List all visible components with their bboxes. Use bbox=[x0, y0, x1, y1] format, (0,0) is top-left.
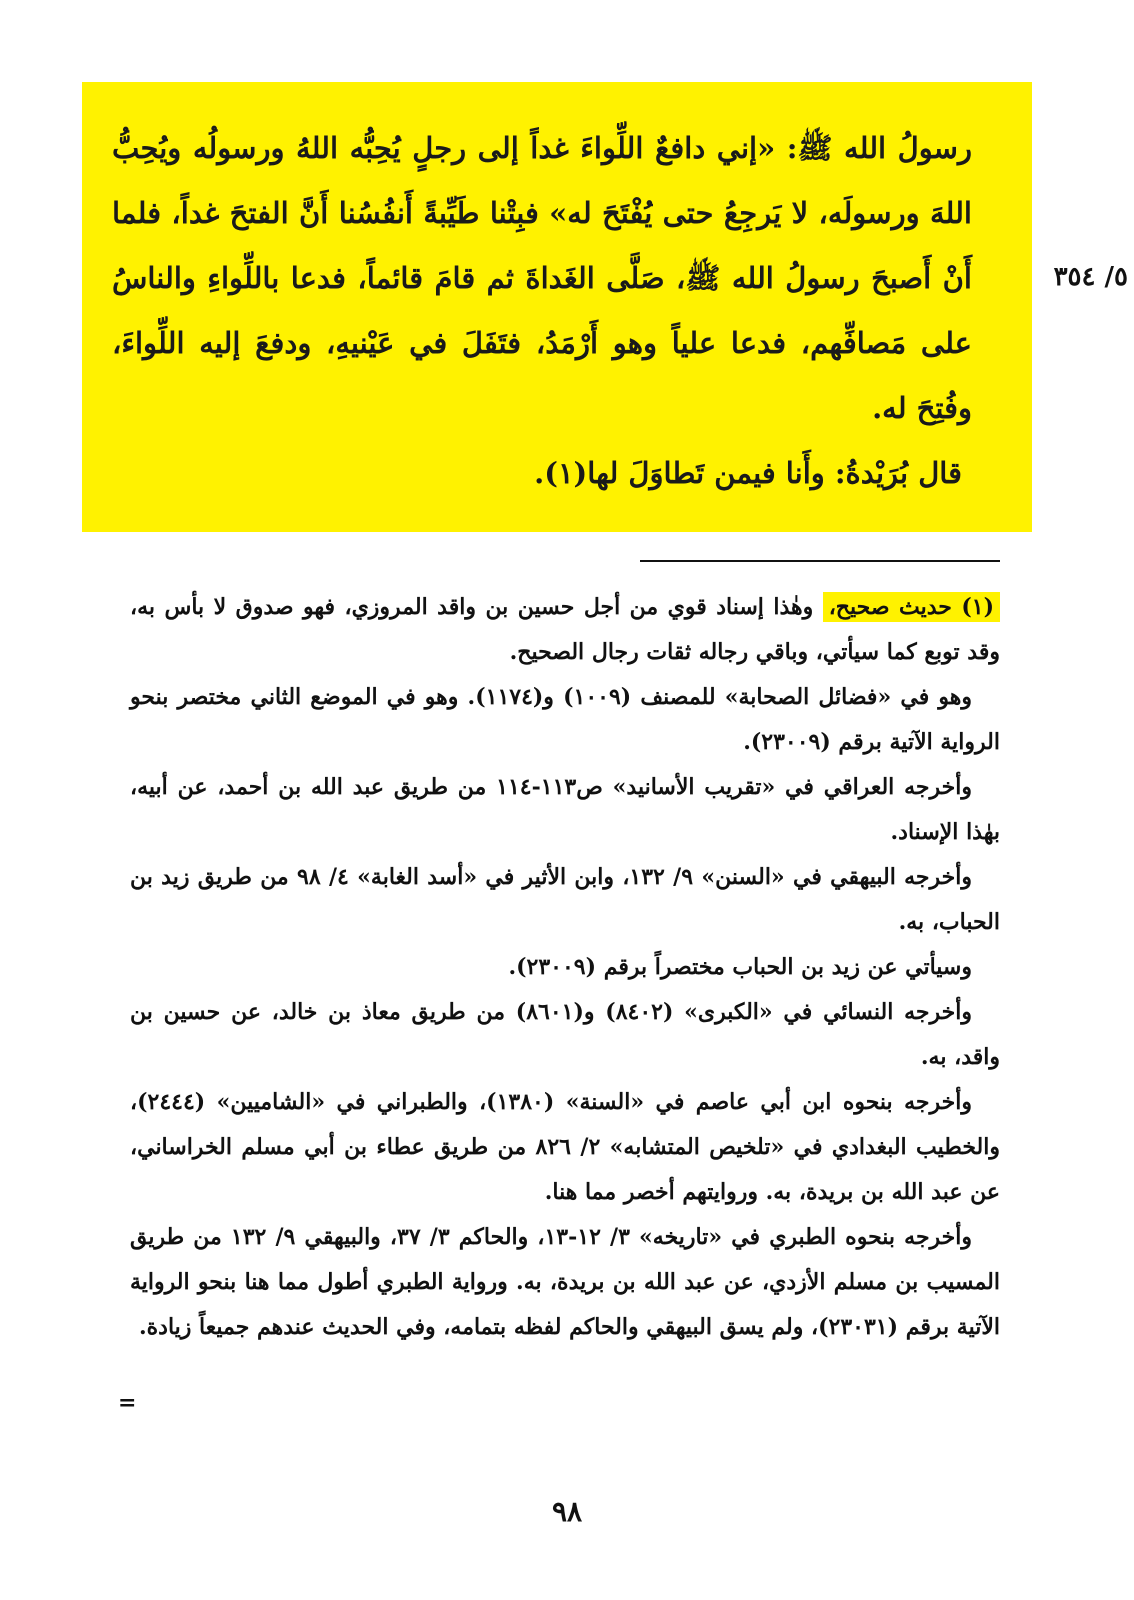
footnote-separator bbox=[640, 560, 1000, 562]
footnote-paragraph-1 bbox=[130, 585, 1000, 675]
footnotes-section bbox=[130, 585, 1000, 1350]
footnote-paragraph-6: وأخرجه النسائي في «الكبرى» (٨٤٠٢) و(٨٦٠١) من طريق معاذ بن خالد، عن حسين بن واقد، به. bbox=[130, 999, 1000, 1070]
footnote-paragraph-1-text: وهٰذا إسناد قوي من أجل حسين بن واقد المروزي، فهو صدوق لا بأس به، وقد توبع كما سيأتي، وباقي رجاله ثقات رجال الصحيح. bbox=[130, 594, 1000, 665]
main-closing-line: قال بُرَيْدةُ: وأَنا فيمن تَطاوَلَ لها(١). bbox=[534, 456, 962, 490]
footnote-paragraph-8: وأخرجه بنحوه الطبري في «تاريخه» ٣/ ١٢-١٣، والحاكم ٣/ ٣٧، والبيهقي ٩/ ١٣٢ من طريق المسيب بن مسلم الأزدي، عن عبد الله بن بريدة، به. ورواية الطبري أطول مما هنا بنحو الرواية الآتية برقم (٢٣٠٣١)، ولم يسق البيهقي والحاكم لفظه بتمامه، وفي الحديث عندهم جميعاً زيادة. bbox=[130, 1224, 1000, 1340]
footnote-paragraph-5: وسيأتي عن زيد بن الحباب مختصراً برقم (٢٣٠٠٩). bbox=[508, 954, 972, 980]
footnote-marker-highlight: (١) حديث صحيح، bbox=[823, 592, 1000, 622]
footnote-paragraph-4: وأخرجه البيهقي في «السنن» ٩/ ١٣٢، وابن الأثير في «أسد الغابة» ٤/ ٩٨ من طريق زيد بن الحباب، به. bbox=[130, 864, 1000, 935]
main-text-block bbox=[112, 116, 972, 506]
footnote-paragraph-2: وهو في «فضائل الصحابة» للمصنف (١٠٠٩) و(١١٧٤). وهو في الموضع الثاني مختصر بنحو الرواية الآتية برقم (٢٣٠٠٩). bbox=[130, 684, 1000, 755]
highlighted-passage bbox=[82, 82, 1032, 532]
margin-reference: ٥/ ٣٥٤ bbox=[1053, 262, 1128, 292]
page-number: ٩٨ bbox=[551, 1495, 583, 1528]
main-paragraph: رسولُ الله ﷺ: «إني دافعٌ اللِّواءَ غداً إلى رجلٍ يُحِبُّه اللهُ ورسولُه ويُحِبُّ اللهَ ورسولَه، لا يَرجِعُ حتى يُفْتَحَ له» فبِتْنا طَيِّبةً أَنفُسُنا أَنَّ الفتحَ غداً، فلما أَنْ أَصبحَ رسولُ الله ﷺ، صَلَّى الغَداةَ ثم قامَ قائماً، فدعا باللِّواءِ والناسُ على مَصافِّهم، فدعا علياً وهو أَرْمَدُ، فتَفَلَ في عَيْنيهِ، ودفعَ إليه اللِّواءَ، وفُتِحَ له. bbox=[112, 131, 972, 425]
continuation-mark: = bbox=[118, 1390, 137, 1416]
footnote-paragraph-3: وأخرجه العراقي في «تقريب الأسانيد» ص١١٣-١١٤ من طريق عبد الله بن أحمد، عن أبيه، بهٰذا الإسناد. bbox=[130, 774, 1000, 845]
footnote-paragraph-7: وأخرجه بنحوه ابن أبي عاصم في «السنة» (١٣٨٠)، والطبراني في «الشاميين» (٢٤٤٤)، والخطيب البغدادي في «تلخيص المتشابه» ٢/ ٨٢٦ من طريق عطاء بن أبي مسلم الخراساني، عن عبد الله بن بريدة، به. وروايتهم أخصر مما هنا. bbox=[130, 1089, 1000, 1205]
